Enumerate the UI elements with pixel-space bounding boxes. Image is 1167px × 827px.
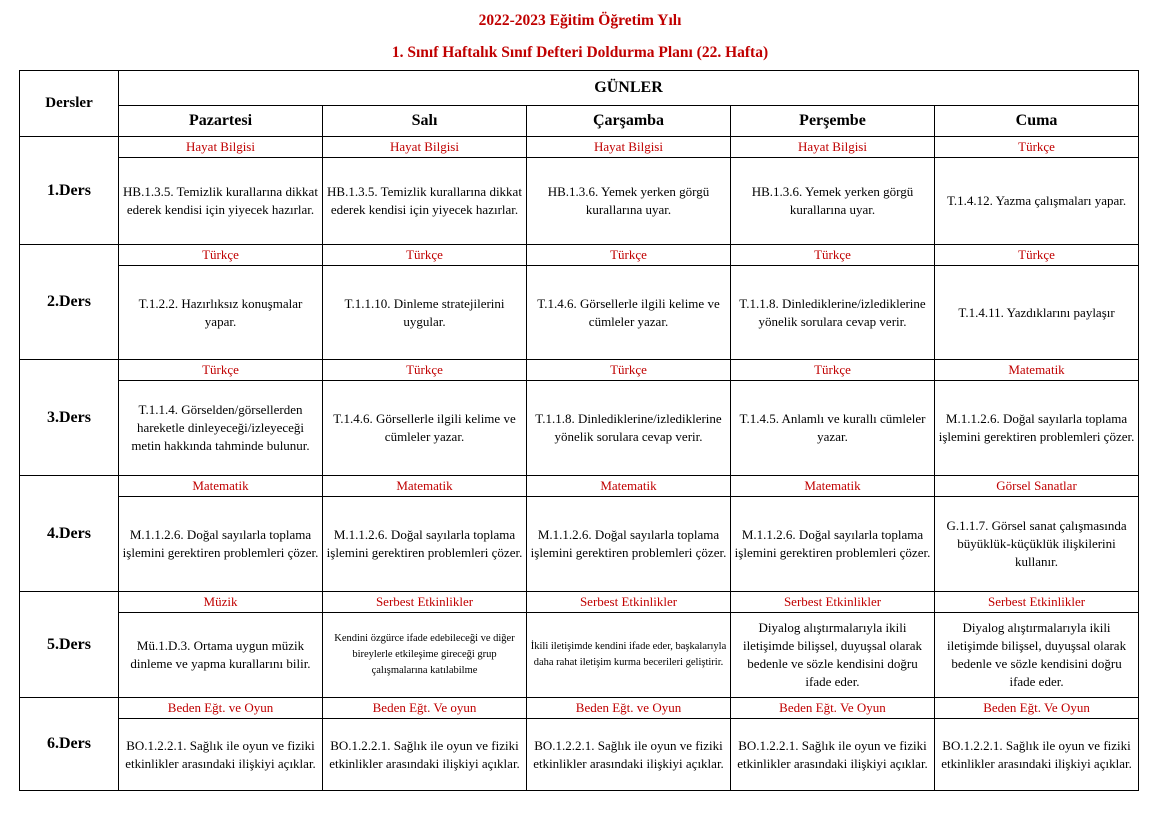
subject-cell: Matematik bbox=[935, 360, 1139, 381]
day-header-carsamba: Çarşamba bbox=[527, 106, 731, 137]
objective-cell: T.1.2.2. Hazırlıksız konuşmalar yapar. bbox=[119, 266, 323, 360]
subject-cell: Beden Eğt. Ve Oyun bbox=[935, 698, 1139, 719]
subject-cell: Hayat Bilgisi bbox=[119, 137, 323, 158]
objective-cell: BO.1.2.2.1. Sağlık ile oyun ve fiziki etkinlikler arasındaki ilişkiyi açıklar. bbox=[731, 719, 935, 791]
objective-cell: Kendini özgürce ifade edebileceği ve diğer bireylerle etkileşime gireceği grup çalışmalarına katılabilme bbox=[323, 613, 527, 698]
objective-cell: İkili iletişimde kendini ifade eder, başkalarıyla daha rahat iletişim kurma becerileri geliştirir. bbox=[527, 613, 731, 698]
objective-cell: HB.1.3.5. Temizlik kurallarına dikkat ederek kendisi için yiyecek hazırlar. bbox=[323, 158, 527, 245]
subject-cell: Matematik bbox=[731, 476, 935, 497]
lesson-label: 5.Ders bbox=[20, 592, 119, 698]
subject-cell: Beden Eğt. ve Oyun bbox=[119, 698, 323, 719]
objective-cell: T.1.1.10. Dinleme stratejilerini uygular. bbox=[323, 266, 527, 360]
objective-cell: BO.1.2.2.1. Sağlık ile oyun ve fiziki etkinlikler arasındaki ilişkiyi açıklar. bbox=[527, 719, 731, 791]
subject-cell: Türkçe bbox=[731, 360, 935, 381]
subject-cell: Beden Eğt. ve Oyun bbox=[527, 698, 731, 719]
lesson-label: 4.Ders bbox=[20, 476, 119, 592]
lesson-content-row bbox=[20, 158, 1139, 245]
objective-cell: T.1.4.12. Yazma çalışmaları yapar. bbox=[935, 158, 1139, 245]
objective-cell: M.1.1.2.6. Doğal sayılarla toplama işlemini gerektiren problemleri çözer. bbox=[935, 381, 1139, 476]
objective-cell: M.1.1.2.6. Doğal sayılarla toplama işlemini gerektiren problemleri çözer. bbox=[527, 497, 731, 592]
subject-cell: Beden Eğt. Ve Oyun bbox=[731, 698, 935, 719]
subject-cell: Hayat Bilgisi bbox=[731, 137, 935, 158]
objective-cell: T.1.4.5. Anlamlı ve kurallı cümleler yazar. bbox=[731, 381, 935, 476]
subject-cell: Türkçe bbox=[119, 360, 323, 381]
day-header-persembe: Perşembe bbox=[731, 106, 935, 137]
objective-cell: T.1.4.11. Yazdıklarını paylaşır bbox=[935, 266, 1139, 360]
objective-cell: T.1.1.8. Dinlediklerine/izlediklerine yönelik sorulara cevap verir. bbox=[527, 381, 731, 476]
objective-cell: M.1.1.2.6. Doğal sayılarla toplama işlemini gerektiren problemleri çözer. bbox=[119, 497, 323, 592]
objective-cell: HB.1.3.6. Yemek yerken görgü kurallarına uyar. bbox=[527, 158, 731, 245]
lesson-subject-row bbox=[20, 137, 1139, 158]
objective-cell: T.1.1.8. Dinlediklerine/izlediklerine yönelik sorulara cevap verir. bbox=[731, 266, 935, 360]
subject-cell: Türkçe bbox=[527, 360, 731, 381]
dersler-header: Dersler bbox=[20, 71, 119, 137]
lesson-subject-row bbox=[20, 245, 1139, 266]
subject-cell: Türkçe bbox=[323, 360, 527, 381]
objective-cell: Diyalog alıştırmalarıyla ikili iletişimde bilişsel, duyuşsal olarak bedenle ve sözle kendisini doğru ifade eder. bbox=[731, 613, 935, 698]
subject-cell: Serbest Etkinlikler bbox=[731, 592, 935, 613]
objective-cell: BO.1.2.2.1. Sağlık ile oyun ve fiziki etkinlikler arasındaki ilişkiyi açıklar. bbox=[935, 719, 1139, 791]
objective-cell: Diyalog alıştırmalarıyla ikili iletişimde bilişsel, duyuşsal olarak bedenle ve sözle kendisini doğru ifade eder. bbox=[935, 613, 1139, 698]
subject-cell: Müzik bbox=[119, 592, 323, 613]
objective-cell: G.1.1.7. Görsel sanat çalışmasında büyüklük-küçüklük ilişkilerini kullanır. bbox=[935, 497, 1139, 592]
lesson-subject-row bbox=[20, 698, 1139, 719]
subject-cell: Matematik bbox=[323, 476, 527, 497]
subject-cell: Türkçe bbox=[323, 245, 527, 266]
objective-cell: BO.1.2.2.1. Sağlık ile oyun ve fiziki etkinlikler arasındaki ilişkiyi açıklar. bbox=[119, 719, 323, 791]
subject-cell: Türkçe bbox=[731, 245, 935, 266]
subject-cell: Türkçe bbox=[935, 137, 1139, 158]
day-header-pazartesi: Pazartesi bbox=[119, 106, 323, 137]
subject-cell: Beden Eğt. Ve oyun bbox=[323, 698, 527, 719]
lesson-label: 2.Ders bbox=[20, 245, 119, 360]
lesson-label: 1.Ders bbox=[20, 137, 119, 245]
lesson-label: 3.Ders bbox=[20, 360, 119, 476]
subject-cell: Matematik bbox=[119, 476, 323, 497]
objective-cell: M.1.1.2.6. Doğal sayılarla toplama işlemini gerektiren problemleri çözer. bbox=[323, 497, 527, 592]
lesson-subject-row bbox=[20, 360, 1139, 381]
plan-title: 1. Sınıf Haftalık Sınıf Defteri Doldurma Planı (22. Hafta) bbox=[391, 44, 769, 61]
lesson-content-row bbox=[20, 266, 1139, 360]
subject-cell: Türkçe bbox=[119, 245, 323, 266]
lesson-content-row bbox=[20, 719, 1139, 791]
lesson-content-row bbox=[20, 613, 1139, 698]
objective-cell: HB.1.3.5. Temizlik kurallarına dikkat ederek kendisi için yiyecek hazırlar. bbox=[119, 158, 323, 245]
subject-cell: Hayat Bilgisi bbox=[527, 137, 731, 158]
subject-cell: Hayat Bilgisi bbox=[323, 137, 527, 158]
objective-cell: M.1.1.2.6. Doğal sayılarla toplama işlemini gerektiren problemleri çözer. bbox=[731, 497, 935, 592]
weekly-plan-table bbox=[19, 70, 1139, 791]
lesson-content-row bbox=[20, 497, 1139, 592]
objective-cell: T.1.1.4. Görselden/görsellerden hareketle dinleyeceği/izleyeceği metin hakkında tahminde bulunur. bbox=[119, 381, 323, 476]
lesson-content-row bbox=[20, 381, 1139, 476]
lesson-label: 6.Ders bbox=[20, 698, 119, 791]
subject-cell: Görsel Sanatlar bbox=[935, 476, 1139, 497]
objective-cell: T.1.4.6. Görsellerle ilgili kelime ve cümleler yazar. bbox=[323, 381, 527, 476]
subject-cell: Türkçe bbox=[935, 245, 1139, 266]
gunler-header: GÜNLER bbox=[119, 71, 1139, 106]
objective-cell: BO.1.2.2.1. Sağlık ile oyun ve fiziki etkinlikler arasındaki ilişkiyi açıklar. bbox=[323, 719, 527, 791]
lesson-subject-row bbox=[20, 592, 1139, 613]
subject-cell: Serbest Etkinlikler bbox=[527, 592, 731, 613]
lesson-subject-row bbox=[20, 476, 1139, 497]
subject-cell: Serbest Etkinlikler bbox=[935, 592, 1139, 613]
day-header-cuma: Cuma bbox=[935, 106, 1139, 137]
subject-cell: Türkçe bbox=[527, 245, 731, 266]
year-title: 2022-2023 Eğitim Öğretim Yılı bbox=[478, 12, 682, 29]
subject-cell: Serbest Etkinlikler bbox=[323, 592, 527, 613]
day-header-sali: Salı bbox=[323, 106, 527, 137]
objective-cell: HB.1.3.6. Yemek yerken görgü kurallarına uyar. bbox=[731, 158, 935, 245]
subject-cell: Matematik bbox=[527, 476, 731, 497]
objective-cell: T.1.4.6. Görsellerle ilgili kelime ve cümleler yazar. bbox=[527, 266, 731, 360]
objective-cell: Mü.1.D.3. Ortama uygun müzik dinleme ve yapma kurallarını bilir. bbox=[119, 613, 323, 698]
